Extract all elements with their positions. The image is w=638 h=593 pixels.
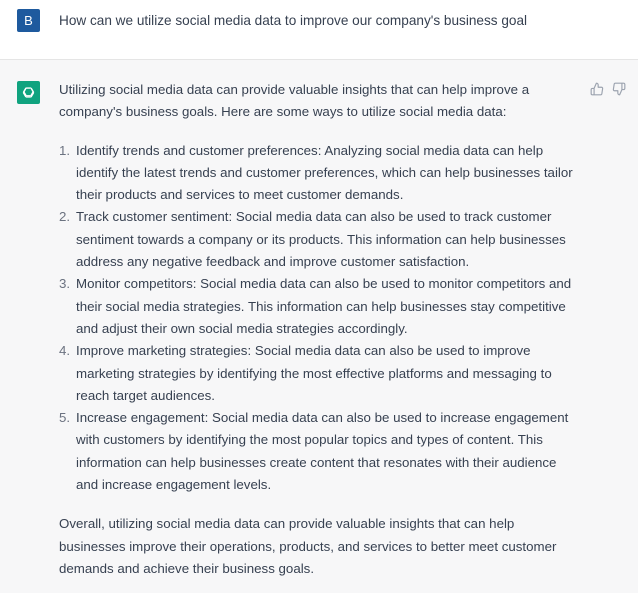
list-item <box>59 340 580 407</box>
list-item <box>59 206 580 273</box>
list-item-number: 4. <box>59 343 71 359</box>
list-item-text: Improve marketing strategies: Social media data can also be used to improve marketing strategies by identifying the most effective platforms and messaging to reach target audiences. <box>76 343 552 403</box>
list-item-number: 5. <box>59 410 71 426</box>
list-item <box>59 273 580 340</box>
response-list <box>59 140 580 497</box>
list-item-text: Identify trends and customer preferences: Analyzing social media data can help identify the latest trends and customer preferences, which can help businesses tailor their products and services to meet customer demands. <box>76 142 573 203</box>
user-message-text: How can we utilize social media data to improve our company's business goal <box>59 13 528 28</box>
list-item-number: 1. <box>59 142 71 158</box>
assistant-message-content <box>59 79 580 580</box>
openai-logo-icon <box>20 84 37 101</box>
user-message-row <box>0 0 638 60</box>
list-item-number: 3. <box>59 276 71 292</box>
list-item <box>59 407 580 496</box>
user-avatar: B <box>17 9 40 32</box>
assistant-outro: Overall, utilizing social media data can provide valuable insights that can help businesses improve their operations, products, and services to better meet customer demands and achieve their business goals. <box>59 516 557 576</box>
list-item-number: 2. <box>59 209 71 225</box>
list-item-text: Track customer sentiment: Social media data can also be used to track customer sentiment towards a company or its products. This information can help businesses address any negative feedback and improve customer satisfaction. <box>76 209 566 270</box>
list-item-text: Increase engagement: Social media data can also be used to increase engagement with customers by identifying the most popular topics and types of content. This information can help businesses create content that resonates with their audience and increase engagement levels. <box>76 410 569 493</box>
list-item-text: Monitor competitors: Social media data can also be used to monitor competitors and their social media strategies. This information can help businesses stay competitive and adjust their own social media strategies accordingly. <box>76 276 572 336</box>
thumbs-up-icon[interactable] <box>590 82 604 96</box>
feedback-buttons <box>590 82 626 96</box>
list-item <box>59 140 580 207</box>
thumbs-down-icon[interactable] <box>612 82 626 96</box>
assistant-message-row <box>0 60 638 593</box>
assistant-intro: Utilizing social media data can provide valuable insights that can help improve a company's business goals. Here are some ways to utilize social media data: <box>59 82 530 120</box>
assistant-avatar <box>17 81 40 104</box>
